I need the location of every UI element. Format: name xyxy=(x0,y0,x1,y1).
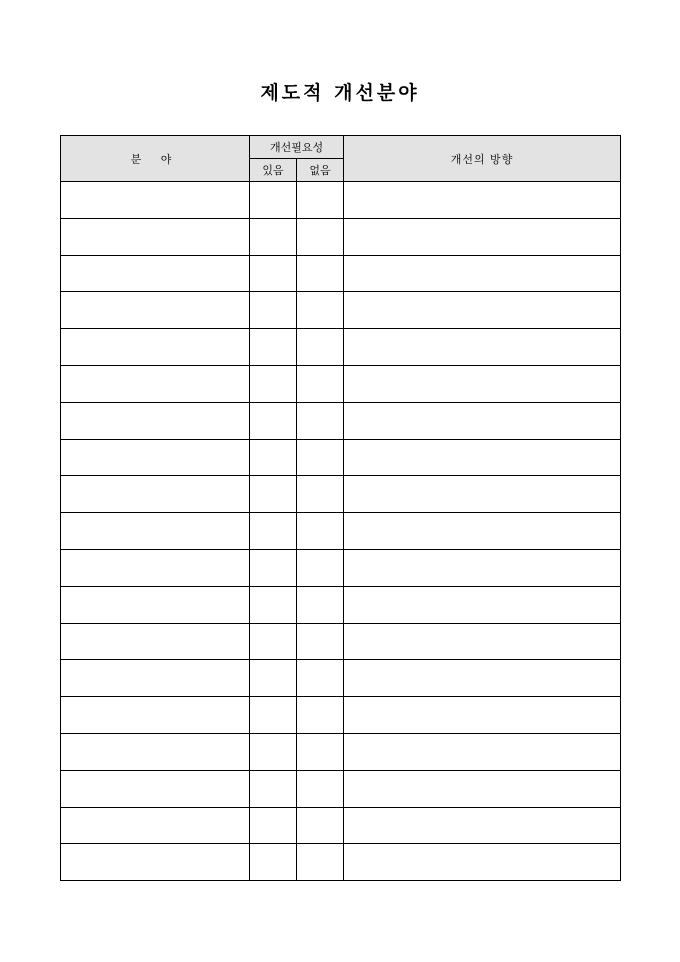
direction-cell[interactable] xyxy=(344,439,621,476)
header-field: 분 야 xyxy=(61,136,250,182)
field-cell[interactable] xyxy=(61,513,250,550)
table-row xyxy=(61,770,621,807)
header-yes: 있음 xyxy=(250,159,297,182)
direction-cell[interactable] xyxy=(344,807,621,844)
yes-cell[interactable] xyxy=(250,292,297,329)
no-cell[interactable] xyxy=(297,329,344,366)
yes-cell[interactable] xyxy=(250,807,297,844)
yes-cell[interactable] xyxy=(250,439,297,476)
field-cell[interactable] xyxy=(61,697,250,734)
header-no: 없음 xyxy=(297,159,344,182)
direction-cell[interactable] xyxy=(344,513,621,550)
yes-cell[interactable] xyxy=(250,549,297,586)
yes-cell[interactable] xyxy=(250,770,297,807)
table-row xyxy=(61,365,621,402)
header-direction: 개선의 방향 xyxy=(344,136,621,182)
table-header-row xyxy=(61,136,621,159)
yes-cell[interactable] xyxy=(250,218,297,255)
yes-cell[interactable] xyxy=(250,402,297,439)
field-cell[interactable] xyxy=(61,255,250,292)
field-cell[interactable] xyxy=(61,623,250,660)
yes-cell[interactable] xyxy=(250,329,297,366)
no-cell[interactable] xyxy=(297,660,344,697)
field-cell[interactable] xyxy=(61,402,250,439)
table-row xyxy=(61,697,621,734)
table-row xyxy=(61,807,621,844)
yes-cell[interactable] xyxy=(250,623,297,660)
field-cell[interactable] xyxy=(61,292,250,329)
no-cell[interactable] xyxy=(297,292,344,329)
direction-cell[interactable] xyxy=(344,218,621,255)
direction-cell[interactable] xyxy=(344,770,621,807)
direction-cell[interactable] xyxy=(344,844,621,881)
improvement-table xyxy=(60,135,621,881)
direction-cell[interactable] xyxy=(344,329,621,366)
direction-cell[interactable] xyxy=(344,623,621,660)
field-cell[interactable] xyxy=(61,770,250,807)
yes-cell[interactable] xyxy=(250,476,297,513)
direction-cell[interactable] xyxy=(344,476,621,513)
table-row xyxy=(61,513,621,550)
no-cell[interactable] xyxy=(297,218,344,255)
field-cell[interactable] xyxy=(61,844,250,881)
no-cell[interactable] xyxy=(297,733,344,770)
no-cell[interactable] xyxy=(297,439,344,476)
no-cell[interactable] xyxy=(297,770,344,807)
yes-cell[interactable] xyxy=(250,660,297,697)
field-cell[interactable] xyxy=(61,733,250,770)
direction-cell[interactable] xyxy=(344,255,621,292)
no-cell[interactable] xyxy=(297,586,344,623)
table-row xyxy=(61,586,621,623)
direction-cell[interactable] xyxy=(344,365,621,402)
field-cell[interactable] xyxy=(61,439,250,476)
field-cell[interactable] xyxy=(61,476,250,513)
yes-cell[interactable] xyxy=(250,255,297,292)
table-row xyxy=(61,476,621,513)
header-need: 개선필요성 xyxy=(250,136,344,159)
field-cell[interactable] xyxy=(61,218,250,255)
direction-cell[interactable] xyxy=(344,660,621,697)
table-row xyxy=(61,844,621,881)
direction-cell[interactable] xyxy=(344,697,621,734)
no-cell[interactable] xyxy=(297,844,344,881)
table-row xyxy=(61,182,621,219)
field-cell[interactable] xyxy=(61,182,250,219)
page-title: 제도적 개선분야 xyxy=(260,82,420,104)
field-cell[interactable] xyxy=(61,586,250,623)
field-cell[interactable] xyxy=(61,660,250,697)
table-row xyxy=(61,733,621,770)
field-cell[interactable] xyxy=(61,807,250,844)
no-cell[interactable] xyxy=(297,365,344,402)
direction-cell[interactable] xyxy=(344,182,621,219)
yes-cell[interactable] xyxy=(250,586,297,623)
no-cell[interactable] xyxy=(297,402,344,439)
no-cell[interactable] xyxy=(297,513,344,550)
no-cell[interactable] xyxy=(297,255,344,292)
no-cell[interactable] xyxy=(297,623,344,660)
direction-cell[interactable] xyxy=(344,402,621,439)
yes-cell[interactable] xyxy=(250,182,297,219)
yes-cell[interactable] xyxy=(250,513,297,550)
no-cell[interactable] xyxy=(297,476,344,513)
no-cell[interactable] xyxy=(297,549,344,586)
table-row xyxy=(61,439,621,476)
yes-cell[interactable] xyxy=(250,733,297,770)
field-cell[interactable] xyxy=(61,365,250,402)
table-row xyxy=(61,660,621,697)
no-cell[interactable] xyxy=(297,697,344,734)
table-row xyxy=(61,329,621,366)
table-row xyxy=(61,623,621,660)
field-cell[interactable] xyxy=(61,329,250,366)
no-cell[interactable] xyxy=(297,807,344,844)
table-row xyxy=(61,549,621,586)
no-cell[interactable] xyxy=(297,182,344,219)
field-cell[interactable] xyxy=(61,549,250,586)
direction-cell[interactable] xyxy=(344,733,621,770)
yes-cell[interactable] xyxy=(250,697,297,734)
direction-cell[interactable] xyxy=(344,549,621,586)
yes-cell[interactable] xyxy=(250,844,297,881)
direction-cell[interactable] xyxy=(344,292,621,329)
yes-cell[interactable] xyxy=(250,365,297,402)
table-row xyxy=(61,292,621,329)
table-row xyxy=(61,218,621,255)
table-row xyxy=(61,402,621,439)
direction-cell[interactable] xyxy=(344,586,621,623)
table-row xyxy=(61,255,621,292)
